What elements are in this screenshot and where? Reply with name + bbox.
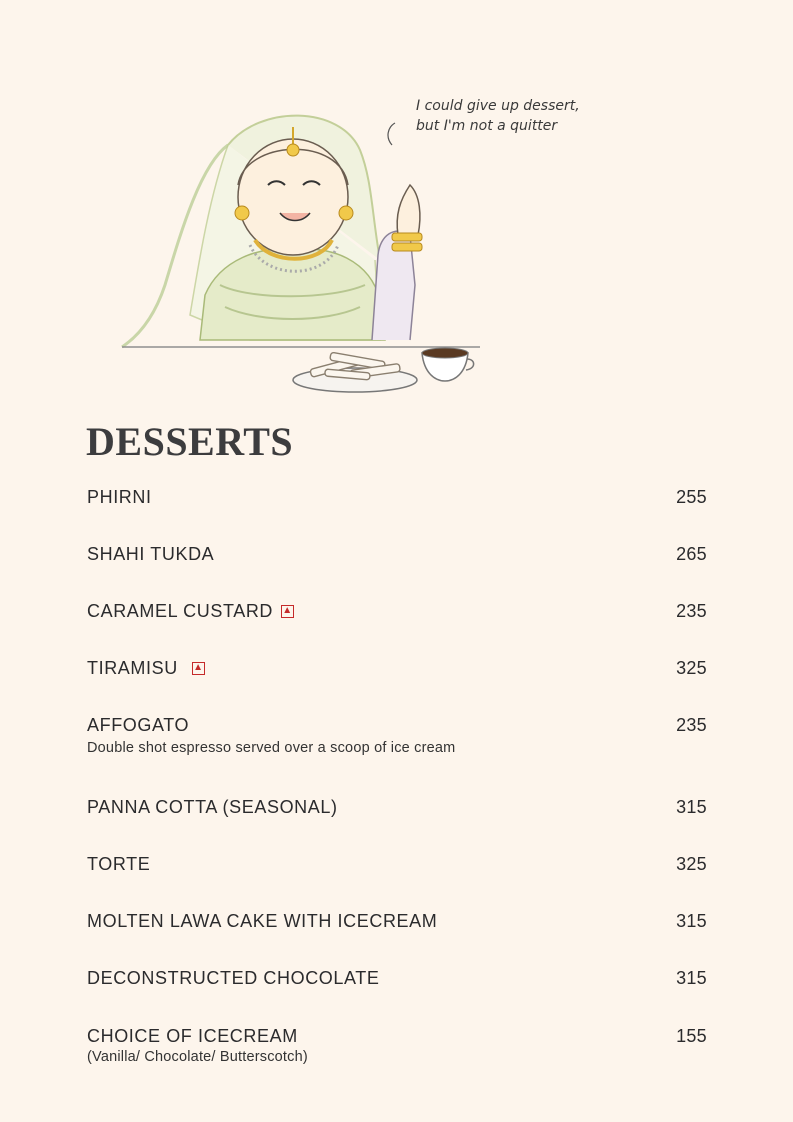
menu-item-name: PANNA COTTA (SEASONAL) xyxy=(87,796,338,817)
menu-item-name: SHAHI TUKDA xyxy=(87,543,215,564)
menu-item-price: 325 xyxy=(676,657,707,678)
menu-item xyxy=(87,1025,707,1065)
menu-item xyxy=(87,543,707,565)
menu-item xyxy=(87,657,707,679)
menu-item-description: (Vanilla/ Chocolate/ Butterscotch) xyxy=(87,1049,308,1065)
menu-item xyxy=(87,714,707,756)
egg-symbol-icon: ▲ xyxy=(282,604,293,616)
speech-bubble-text xyxy=(416,96,580,136)
menu-item-price: 315 xyxy=(676,796,707,817)
menu-item-price: 235 xyxy=(676,714,707,735)
menu-item-name: MOLTEN LAWA CAKE WITH ICECREAM xyxy=(87,910,438,931)
menu-item-name-wrap xyxy=(87,658,205,679)
menu-item-price: 255 xyxy=(676,486,707,507)
menu-item-name-wrap xyxy=(87,601,294,622)
menu-item xyxy=(87,796,707,818)
speech-line-2: but I'm not a quitter xyxy=(416,118,558,134)
menu-item-price: 315 xyxy=(676,910,707,931)
menu-item-price: 315 xyxy=(676,967,707,988)
menu-item xyxy=(87,910,707,932)
menu-item-name: AFFOGATO xyxy=(87,714,190,735)
menu-item xyxy=(87,600,707,622)
menu-item-name: CARAMEL CUSTARD xyxy=(87,600,274,621)
section-title: DESSERTS xyxy=(86,419,294,464)
menu-item xyxy=(87,486,707,508)
menu-item-name: TORTE xyxy=(87,853,151,874)
menu-item-price: 265 xyxy=(676,543,707,564)
menu-item-description: Double shot espresso served over a scoop of ice cream xyxy=(87,740,456,756)
egg-symbol-icon: ▲ xyxy=(193,661,204,673)
menu-item xyxy=(87,853,707,875)
menu-item-name: TIRAMISU xyxy=(87,657,178,678)
menu-item-name: DECONSTRUCTED CHOCOLATE xyxy=(87,967,380,988)
menu-item-price: 235 xyxy=(676,600,707,621)
menu-item-name: CHOICE OF ICECREAM xyxy=(87,1025,298,1046)
menu-item-price: 325 xyxy=(676,853,707,874)
speech-line-1: I could give up dessert, xyxy=(416,98,580,114)
menu-item xyxy=(87,967,707,989)
menu-item-name: PHIRNI xyxy=(87,486,152,507)
menu-item-price: 155 xyxy=(676,1025,707,1046)
